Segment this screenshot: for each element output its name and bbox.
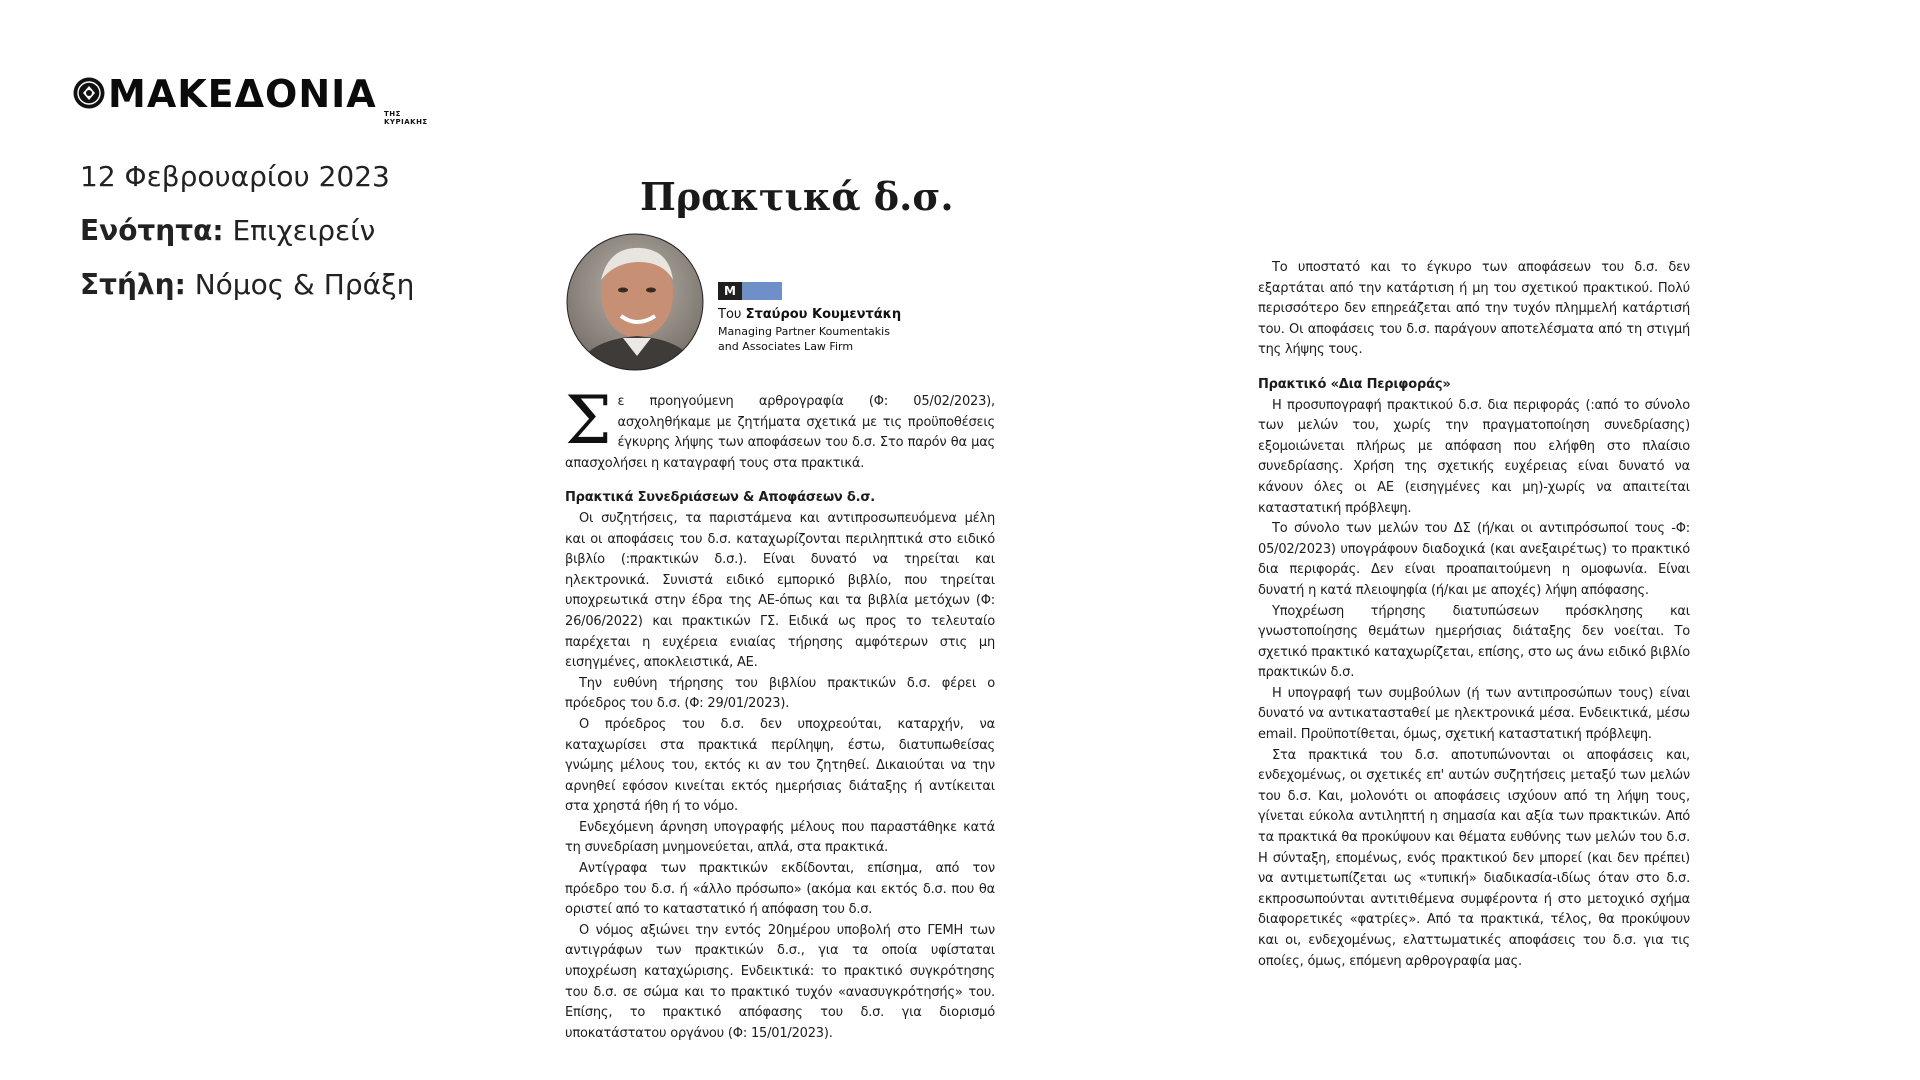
brand-subtitle: ΤΗΣ ΚΥΡΙΑΚΗΣ	[384, 110, 428, 126]
author-photo	[565, 232, 705, 372]
subheading-circulation: Πρακτικό «Δια Περιφοράς»	[1258, 376, 1451, 392]
author-role-1: Managing Partner Koumentakis	[718, 325, 890, 338]
badge-letter: M	[718, 282, 742, 300]
seal-icon	[72, 76, 106, 110]
paragraph: Το σύνολο των μελών του ΔΣ (ή/και οι αντιπρόσωποί τους -Φ: 05/02/2023) υπογράφουν διαδοχικά (και ανεξαιρέτως) το πρακτικό δια περιφοράς. Δεν είναι προαπαιτούμενη η ομοφωνία. Είναι δυνατή η κατά πλειοψηφία (ή/και με αποχές) λήψη απόφασης.	[1258, 521, 1690, 598]
publication-date: 12 Φεβρουαρίου 2023	[80, 160, 390, 193]
paragraph: Στα πρακτικά του δ.σ. αποτυπώνονται οι αποφάσεις και, ενδεχομένως, οι σχετικές επ' αυτών συζητήσεις μεταξύ των μελών του δ.σ. Και, μολονότι οι αποφάσεις ισχύουν από τη λήψη τους, γίνεται εύκολα αντιληπτή η σημασία και αξία των πρακτικών. Από τα πρακτικά θα προκύψουν και θέματα ευθύνης των μελών του δ.σ. Η σύνταξη, επομένως, ενός πρακτικού δεν μπορεί (και δεν πρέπει) να αντιμετωπίζεται ως «τυπική» διαδικασία-ιδίως όταν στο δ.σ. εκπροσωπούνται αντιτιθέμενα συμφέροντα ή στο μετοχικό σχήμα διαφορετικές «φατρίες». Από τα πρακτικά, τέλος, θα προκύψουν και οι, ενδεχομένως, ελαττωματικές αποφάσεις του δ.σ. για τις οποίες, όμως, επόμενη αρθρογραφία μας.	[1258, 747, 1690, 969]
paragraph: Οι συζητήσεις, τα παριστάμενα και αντιπροσωπευόμενα μέλη και οι αποφάσεις του δ.σ. καταχωρίζονται περιληπτικά στο ειδικό βιβλίο (:πρακτικών δ.σ.). Είναι δυνατό να τηρείται και ηλεκτρονικά. Συνιστά ειδικό εμπορικό βιβλίο, που τηρείται υποχρεωτικά στην έδρα της ΑΕ-όπως και τα βιβλία μετόχων (Φ: 26/06/2022) και πρακτικών ΓΣ. Ειδικά ως προς το τελευταίο παρέχεται η ευχέρεια ενιαίας τήρησης αμφότερων στις μη εισηγμένες, αποκλειστικά, ΑΕ.	[565, 510, 995, 671]
paragraph: Ενδεχόμενη άρνηση υπογραφής μέλους που παραστάθηκε κατά τη συνεδρίαση μνημονεύεται, απλά, στα πρακτικά.	[565, 819, 995, 856]
paragraph: Αντίγραφα των πρακτικών εκδίδονται, επίσημα, από τον πρόεδρο του δ.σ. ή «άλλο πρόσωπο» (ακόμα και εκτός δ.σ. που θα οριστεί από το καταστατικό ή απόφαση του δ.σ.	[565, 861, 995, 918]
drop-cap: Σ	[565, 382, 612, 459]
article-column-2	[1258, 258, 1690, 972]
intro-paragraph: ε προηγούμενη αρθρογραφία (Φ: 05/02/2023), ασχοληθήκαμε με ζητήματα σχετικά με τις προϋποθέσεις έγκυρης λήψης των αποφάσεων του δ.σ. Στο παρόν θα μας απασχολήσει η καταγραφή τους στα πρακτικά.	[565, 394, 995, 471]
brand-name: ΜΑΚΕΔΟΝΙΑ	[108, 72, 377, 116]
article-title: Πρακτικά δ.σ.	[640, 174, 954, 219]
paragraph: Την ευθύνη τήρησης του βιβλίου πρακτικών δ.σ. φέρει ο πρόεδρος του δ.σ. (Φ: 29/01/2023).	[565, 675, 995, 712]
paragraph: Ο πρόεδρος του δ.σ. δεν υποχρεούται, καταρχήν, να καταχωρίσει στα πρακτικά περίληψη, έστω, διατυπωθείσας γνώμης μέλους του, εκτός κι αν του ζητηθεί. Δικαιούται να την αρνηθεί εφόσον κινείται εκτός ημερήσιας διάταξης ή αντίκειται στα χρηστά ήθη ή το νόμο.	[565, 716, 995, 815]
article-column-1	[565, 382, 995, 1044]
section-line	[80, 214, 375, 247]
paragraph: Το υποστατό και το έγκυρο των αποφάσεων του δ.σ. δεν εξαρτάται από την κατάρτιση ή μη του σχετικού πρακτικού. Πολύ περισσότερο δεν επηρεάζεται από την τυχόν πλημμελή κατάρτισή του. Οι αποφάσεις του δ.σ. παράγουν αποτελέσματα από τη στιγμή της λήψης τους.	[1258, 260, 1690, 358]
paragraph: Η υπογραφή των συμβούλων (ή των αντιπροσώπων τους) είναι δυνατό να αντικατασταθεί με ηλεκτρονικά μέσα. Ενδεικτικά, μέσω email. Προϋποτίθεται, όμως, σχετική καταστατική πρόβλεψη.	[1258, 685, 1690, 743]
author-name: Σταύρου Κουμεντάκη	[745, 307, 902, 322]
section-label: Ενότητα:	[80, 214, 224, 247]
column-badge	[718, 282, 958, 300]
section-value: Επιχειρείν	[232, 214, 376, 247]
brand-logo	[72, 70, 432, 126]
subheading-minutes: Πρακτικά Συνεδριάσεων & Αποφάσεων δ.σ.	[565, 490, 876, 506]
author-line	[718, 306, 958, 324]
column-line	[80, 268, 414, 301]
column-value: Νόμος & Πράξη	[194, 268, 415, 301]
badge-tag	[742, 282, 782, 300]
byline	[718, 282, 958, 354]
paragraph: Ο νόμος αξιώνει την εντός 20ημέρου υποβολή στο ΓΕΜΗ των αντιγράφων των πρακτικών δ.σ., για τα οποία υφίσταται υποχρέωση καταχώρισης. Ενδεικτικά: το πρακτικό συγκρότησης του δ.σ. σε σώμα και το πρακτικό τυχόν «ανασυγκρότησής» του. Επίσης, το πρακτικό απόφασης του δ.σ. για διορισμό υποκατάστατου οργάνου (Φ: 15/01/2023).	[565, 922, 995, 1041]
author-role-2: and Associates Law Firm	[718, 340, 854, 353]
paragraph: Η προσυπογραφή πρακτικού δ.σ. δια περιφοράς (:από το σύνολο των μελών του, χωρίς την πραγματοποίηση συνεδρίασης) εξομοιώνεται πλήρως με απόφαση που ελήφθη στο πλαίσιο συνεδρίασης. Χρήση της σχετικής ευχέρειας είναι δυνατό να κάνουν όλες οι ΑΕ (εισηγμένες και μη)-χωρίς να απαιτείται καταστατική πρόβλεψη.	[1258, 397, 1690, 516]
paragraph: Υποχρέωση τήρησης διατυπώσεων πρόσκλησης και γνωστοποίησης θεμάτων ημερήσιας διάταξης δεν νοείται. Το σχετικό πρακτικό καταχωρίζεται, επίσης, στο ως άνω ειδικό βιβλίο πρακτικών δ.σ.	[1258, 603, 1690, 681]
author-prefix: Του	[718, 307, 742, 322]
column-label: Στήλη:	[80, 268, 186, 301]
